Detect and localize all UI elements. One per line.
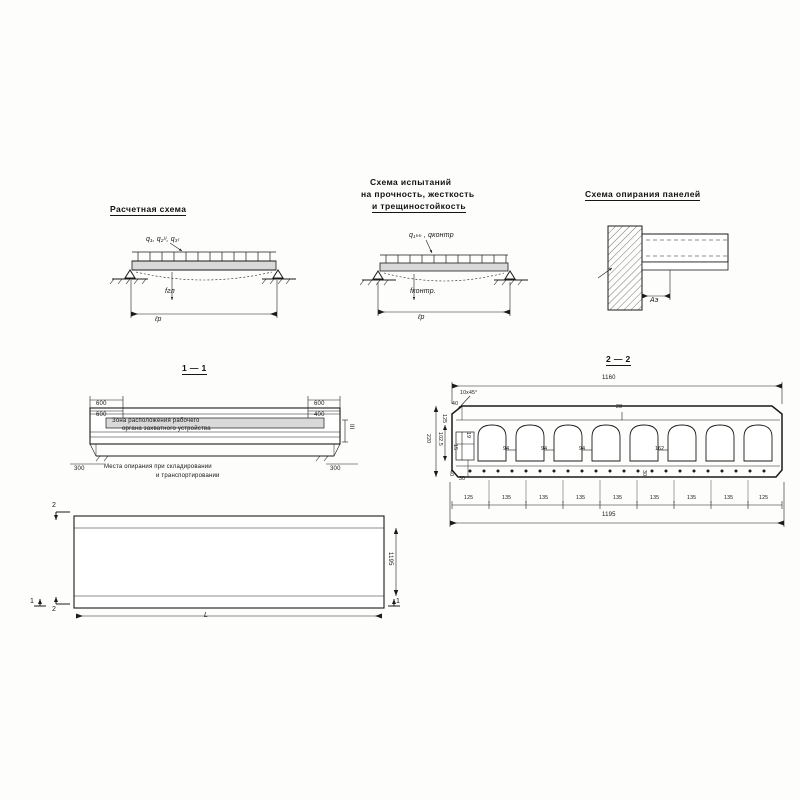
dim-right-offset: 300 bbox=[330, 466, 341, 472]
chamfer-label: 10x45° bbox=[460, 390, 478, 396]
h-small-2: 15 bbox=[452, 444, 458, 451]
bottom-dim-5: 135 bbox=[613, 495, 623, 501]
overall-top-dim: 1160 bbox=[602, 375, 616, 381]
note-storage-line2: и транспортировании bbox=[156, 473, 220, 479]
note-grip-zone-line1: Зона расположения рабочего bbox=[112, 418, 200, 424]
mark-side: III bbox=[348, 424, 354, 430]
test-scheme-title-line1: Схема испытаний bbox=[370, 177, 452, 187]
support-scheme-geometry bbox=[598, 226, 728, 310]
test-scheme-title-line2: на прочность, жесткость bbox=[361, 189, 475, 199]
h-core: 102,5 bbox=[437, 432, 443, 446]
section-2-2-title: 2 — 2 bbox=[606, 354, 631, 364]
calc-span-label: ℓр bbox=[155, 316, 162, 323]
rib-dim-2: 94 bbox=[541, 446, 548, 452]
h-rib: 125 bbox=[441, 414, 447, 424]
dim-right-bottom: 400 bbox=[314, 412, 325, 418]
length-label: L bbox=[204, 612, 209, 619]
dim-left-bottom: 600 bbox=[96, 412, 107, 418]
test-load-label: q₁ₕₕ , qконтр bbox=[409, 232, 454, 239]
section-2-2-geometry bbox=[434, 382, 784, 527]
h-total: 220 bbox=[425, 434, 431, 444]
test-span-label: ℓр bbox=[418, 314, 425, 321]
bottom-dim-4: 135 bbox=[576, 495, 586, 501]
rib-dim-4: 162 bbox=[655, 446, 665, 452]
calc-scheme-geometry bbox=[110, 243, 296, 318]
dim-right-top: 600 bbox=[314, 401, 325, 407]
plan-view-geometry bbox=[34, 512, 400, 619]
bottom-dim-9: 125 bbox=[759, 495, 769, 501]
h-small-3: 19 bbox=[465, 432, 471, 439]
h-small-4: 30 bbox=[459, 476, 466, 482]
test-deflection-label: fконтр. bbox=[410, 288, 436, 295]
mark-1-right: 1 bbox=[396, 598, 401, 605]
rib-dim-1: 94 bbox=[503, 446, 510, 452]
section-1-1-title: 1 — 1 bbox=[182, 363, 207, 373]
bottom-dim-7: 135 bbox=[687, 495, 697, 501]
h-small-5: 40 bbox=[448, 470, 454, 477]
rib-dim-5: 30 bbox=[641, 470, 647, 477]
bottom-dim-8: 135 bbox=[724, 495, 734, 501]
rib-dim-3: 94 bbox=[579, 446, 586, 452]
h-small-1: 40 bbox=[452, 401, 459, 407]
note-storage-line1: Места опирания при складировании bbox=[104, 464, 212, 470]
bottom-dim-2: 135 bbox=[502, 495, 512, 501]
mark-2-top: 2 bbox=[52, 502, 57, 509]
support-depth-label: Аэ bbox=[650, 297, 659, 304]
overall-bottom-dim: 1195 bbox=[602, 512, 616, 518]
test-scheme-title-line3: и трещиностойкость bbox=[372, 201, 467, 211]
test-scheme-geometry bbox=[360, 240, 528, 316]
plan-width-label: 1195 bbox=[387, 552, 393, 566]
mark-2-bottom: 2 bbox=[52, 606, 57, 613]
dim-left-top: 600 bbox=[96, 401, 107, 407]
calc-scheme-title: Расчетная схема bbox=[110, 204, 187, 214]
bottom-dim-3: 135 bbox=[539, 495, 549, 501]
top-flange-label: 28 bbox=[616, 404, 623, 410]
bottom-dim-6: 135 bbox=[650, 495, 660, 501]
calc-deflection-label: fгл bbox=[165, 288, 175, 295]
note-grip-zone-line2: органа захватного устройства bbox=[122, 426, 211, 432]
support-scheme-title: Схема опирания панелей bbox=[585, 189, 701, 199]
dim-left-offset: 300 bbox=[74, 466, 85, 472]
bottom-dim-1: 125 bbox=[464, 495, 474, 501]
calc-load-label: q₁, q₂ᵘ, q₃ₗ bbox=[146, 236, 180, 243]
mark-1-left: 1 bbox=[30, 598, 35, 605]
